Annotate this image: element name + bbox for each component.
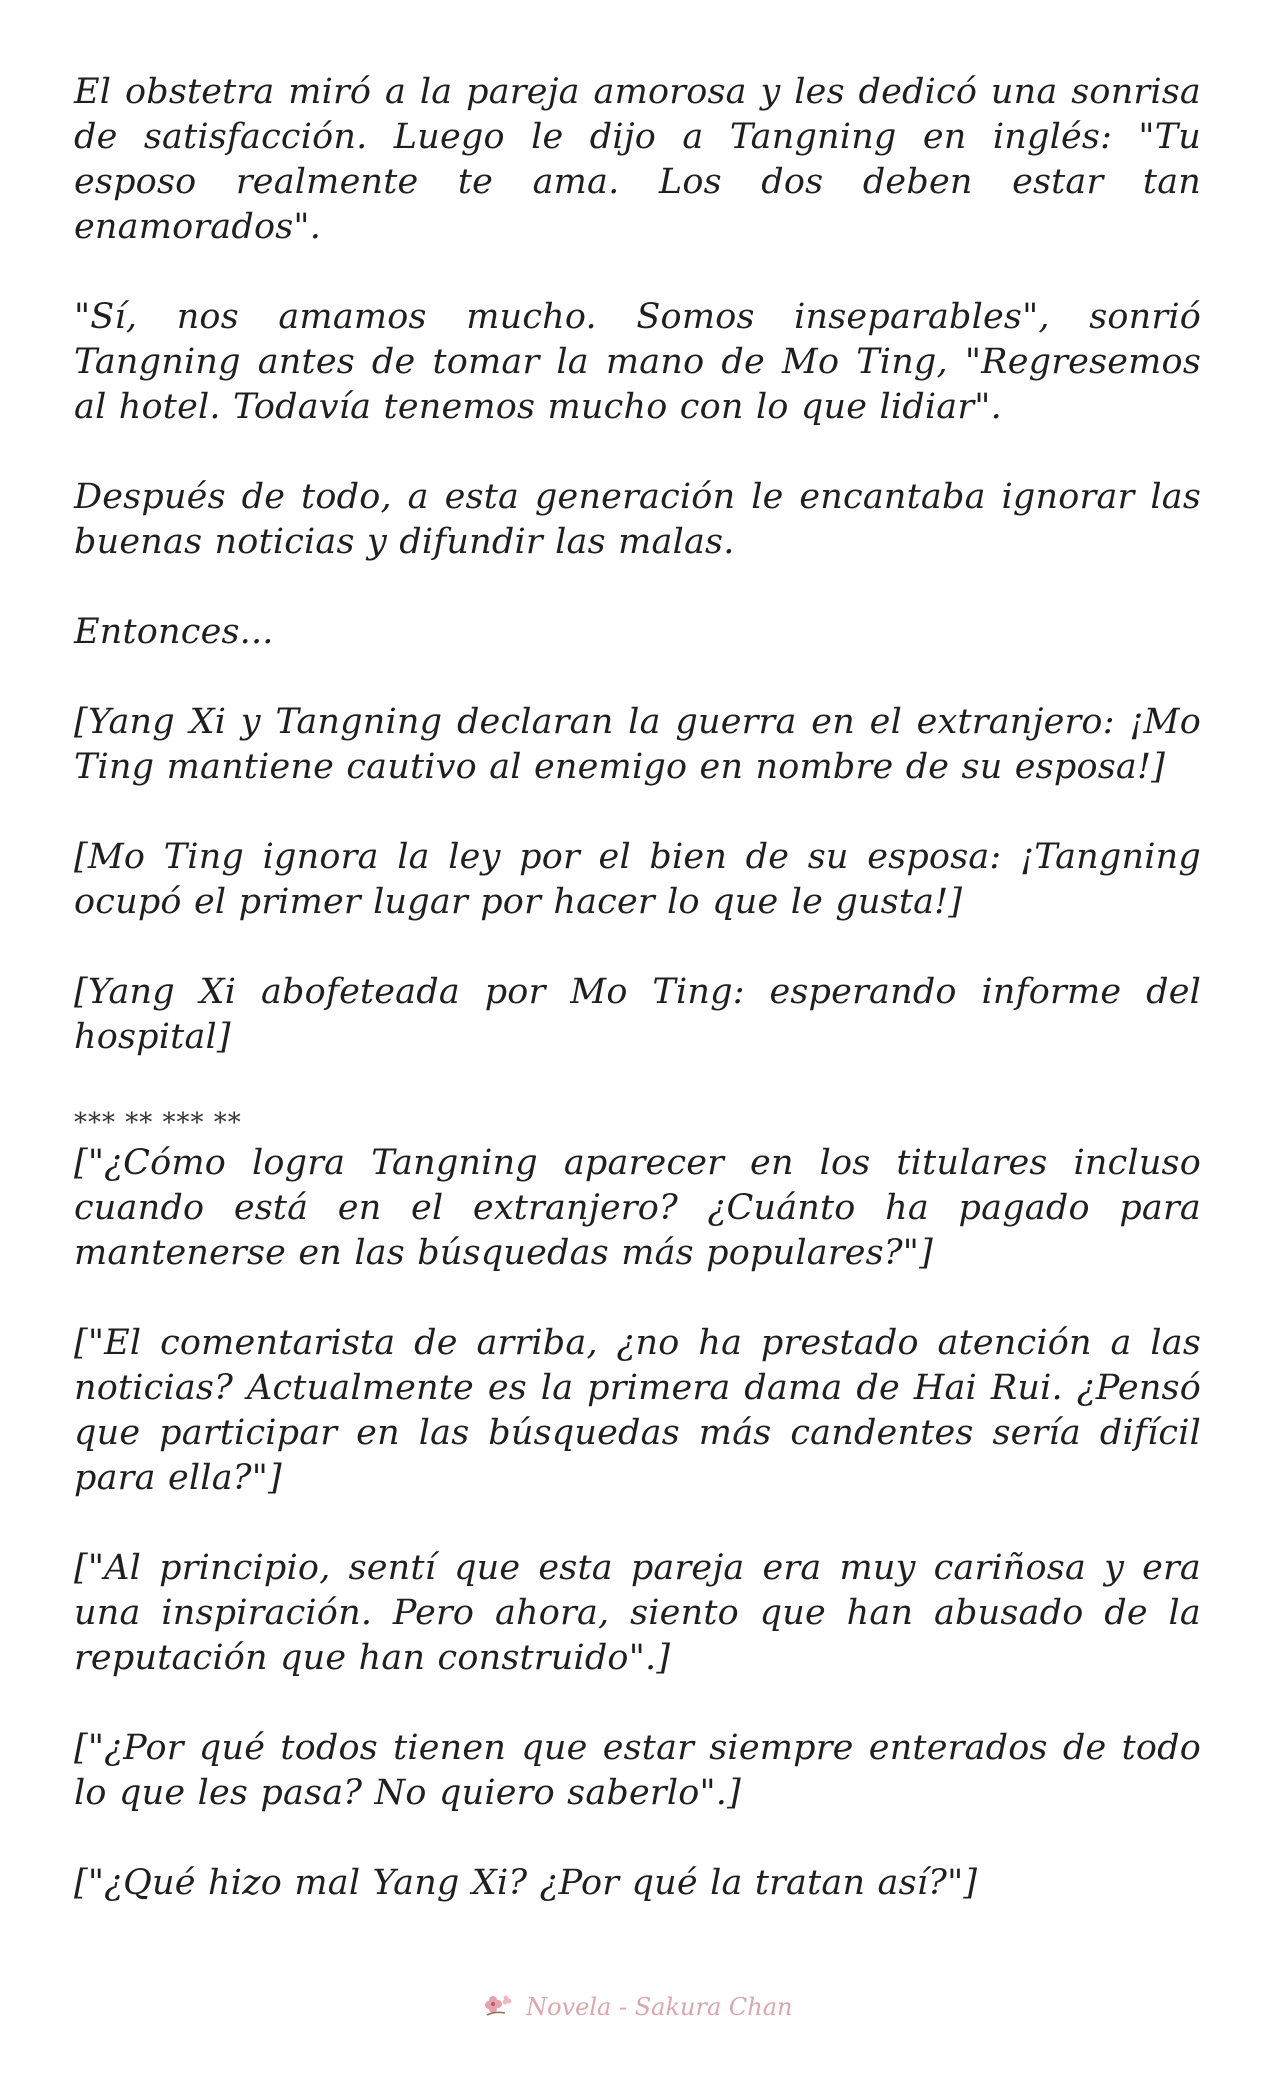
comment-2: ["El comentarista de arriba, ¿no ha prestado atención a las noticias? Actualmente es la primera dama de Hai Rui. ¿Pensó que participar en las búsquedas más candentes sería difícil para ella?"] <box>74 1323 1201 1498</box>
headline-2: [Mo Ting ignora la ley por el bien de su esposa: ¡Tangning ocupó el primer lugar por hacer lo que le gusta!] <box>74 837 1201 922</box>
paragraph-1: El obstetra miró a la pareja amorosa y les dedicó una sonrisa de satisfacción. Luego le dijo a Tangning en inglés: "Tu esposo realmente te ama. Los dos deben estar tan enamorados". <box>74 72 1201 247</box>
headline-1: [Yang Xi y Tangning declaran la guerra en el extranjero: ¡Mo Ting mantiene cautivo al enemigo en nombre de su esposa!] <box>74 702 1201 787</box>
watermark-footer <box>0 1993 1275 2021</box>
sakura-flower-icon <box>483 1993 513 2019</box>
paragraph-2: "Sí, nos amamos mucho. Somos inseparables", sonrió Tangning antes de tomar la mano de Mo Ting, "Regresemos al hotel. Todavía tenemos mucho con lo que lidiar". <box>74 297 1201 427</box>
comment-4: ["¿Por qué todos tienen que estar siempre enterados de todo lo que les pasa? No quiero saberlo".] <box>74 1728 1201 1813</box>
watermark-text: Novela - Sakura Chan <box>526 1993 793 2021</box>
headline-3: [Yang Xi abofeteada por Mo Ting: esperando informe del hospital] <box>74 972 1201 1057</box>
comment-5: ["¿Qué hizo mal Yang Xi? ¿Por qué la tratan así?"] <box>74 1863 978 1903</box>
comment-3: ["Al principio, sentí que esta pareja era muy cariñosa y era una inspiración. Pero ahora, siento que han abusado de la reputación que han construido".] <box>74 1548 1201 1678</box>
paragraph-4: Entonces... <box>74 612 274 652</box>
document-body <box>74 70 1201 1906</box>
section-separator: *** ** *** ** <box>74 1108 242 1138</box>
paragraph-3: Después de todo, a esta generación le encantaba ignorar las buenas noticias y difundir las malas. <box>74 477 1201 562</box>
comment-1: ["¿Cómo logra Tangning aparecer en los titulares incluso cuando está en el extranjero? ¿Cuánto ha pagado para mantenerse en las búsquedas más populares?"] <box>74 1143 1201 1273</box>
